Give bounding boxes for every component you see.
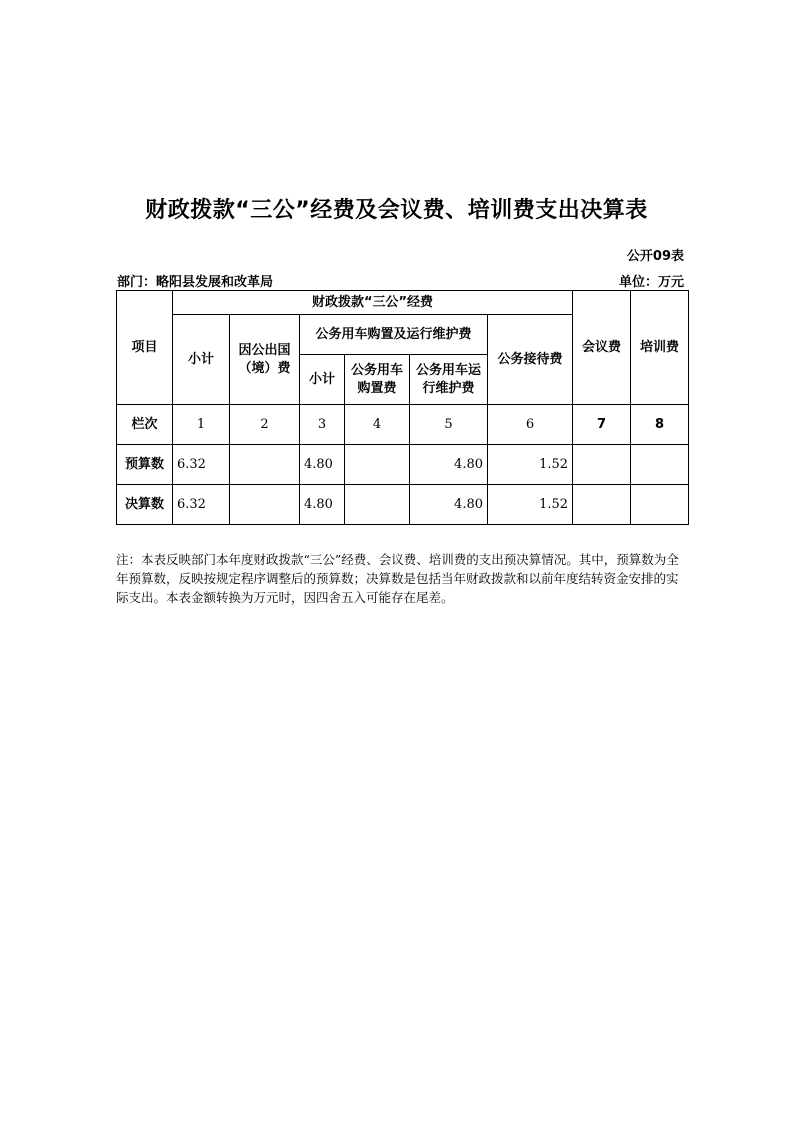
cell-value — [573, 485, 631, 525]
cell-value: 1.52 — [488, 445, 573, 485]
cell-value: 4.80 — [410, 445, 488, 485]
header-training: 培训费 — [631, 291, 689, 405]
column-number: 5 — [410, 405, 488, 445]
row-label: 预算数 — [117, 445, 173, 485]
page-title: 财政拨款“三公”经费及会议费、培训费支出决算表 — [145, 198, 648, 223]
cell-value — [345, 485, 410, 525]
header-vehicle-subtotal: 小计 — [300, 355, 345, 405]
column-number: 3 — [300, 405, 345, 445]
header-reception: 公务接待费 — [488, 315, 573, 405]
table-row — [117, 445, 689, 485]
header-item: 项目 — [117, 291, 173, 405]
cell-value — [345, 445, 410, 485]
column-number: 1 — [173, 405, 230, 445]
footnote: 注：本表反映部门本年度财政拨款“三公”经费、会议费、培训费的支出预决算情况。其中，预算数为全年预算数，反映按规定程序调整后的预算数；决算数是包括当年财政拨款和以前年度结转资金安排的实际支出。本表金额转换为万元时，因四舍五入可能存在尾差。 — [116, 552, 679, 605]
header-subtotal: 小计 — [173, 315, 230, 405]
table-row — [117, 485, 689, 525]
cell-value: 6.32 — [173, 485, 230, 525]
cell-value — [631, 485, 689, 525]
cell-value: 1.52 — [488, 485, 573, 525]
cell-value — [573, 445, 631, 485]
column-number: 2 — [230, 405, 300, 445]
cell-value: 4.80 — [300, 445, 345, 485]
cell-value — [230, 485, 300, 525]
form-number: 公开09表 — [626, 249, 684, 264]
cell-value: 4.80 — [300, 485, 345, 525]
row-label: 决算数 — [117, 485, 173, 525]
column-number-label: 栏次 — [117, 405, 173, 445]
header-vehicle-group: 公务用车购置及运行维护费 — [300, 315, 488, 355]
unit-label: 单位：万元 — [618, 275, 684, 290]
column-number: 4 — [345, 405, 410, 445]
cell-value: 4.80 — [410, 485, 488, 525]
expense-table — [116, 290, 689, 525]
header-sangong-group: 财政拨款“三公”经费 — [173, 291, 573, 315]
column-number: 6 — [488, 405, 573, 445]
department-label: 部门：略阳县发展和改革局 — [117, 275, 274, 290]
cell-value — [631, 445, 689, 485]
header-abroad: 因公出国（境）费 — [230, 315, 300, 405]
column-number: 7 — [573, 405, 631, 445]
header-vehicle-purchase: 公务用车购置费 — [345, 355, 410, 405]
column-number: 8 — [631, 405, 689, 445]
cell-value — [230, 445, 300, 485]
cell-value: 6.32 — [173, 445, 230, 485]
header-meeting: 会议费 — [573, 291, 631, 405]
header-vehicle-maintenance: 公务用车运行维护费 — [410, 355, 488, 405]
